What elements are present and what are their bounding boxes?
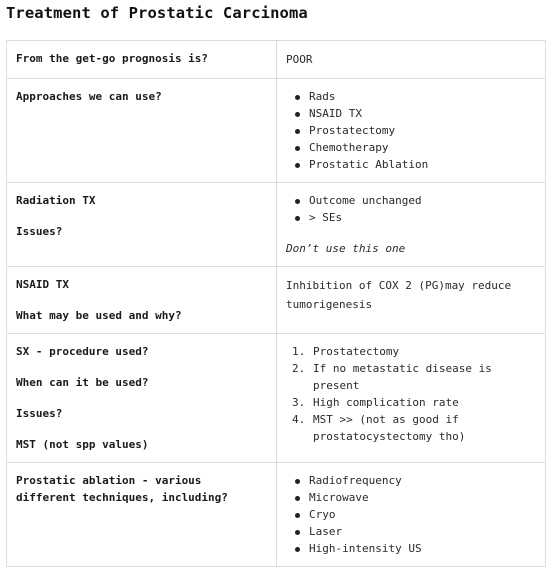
- list-number: 4.: [292, 413, 306, 426]
- answer-text: Inhibition of COX 2 (PG)may reduce tumorigenesis: [286, 279, 512, 311]
- question-text: When can it be used?: [16, 376, 149, 389]
- answer-cell: [277, 183, 546, 267]
- question-text: SX - procedure used?: [16, 345, 149, 358]
- list-item: Cryo: [286, 506, 536, 523]
- list-item: [286, 360, 536, 394]
- list-item-text: Prostatectomy: [313, 345, 400, 358]
- question-cell: [7, 334, 277, 463]
- question-text: Issues?: [16, 225, 63, 238]
- question-text: Approaches we can use?: [16, 90, 162, 103]
- question-text: NSAID TX: [16, 278, 69, 291]
- answer-cell: [277, 79, 546, 183]
- question-text: From the get-go prognosis is?: [16, 52, 209, 65]
- list-item: Chemotherapy: [286, 139, 536, 156]
- table-row: [7, 463, 546, 567]
- list-item: [286, 394, 536, 411]
- answer-cell: [277, 334, 546, 463]
- table-row: [7, 183, 546, 267]
- list-item: NSAID TX: [286, 105, 536, 122]
- question-cell: [7, 41, 277, 79]
- bullet-list: [286, 192, 536, 226]
- list-item-text: High complication rate: [313, 396, 459, 409]
- question-cell: [7, 463, 277, 567]
- list-item: Outcome unchanged: [286, 192, 536, 209]
- list-item: [286, 411, 536, 445]
- answer-note: Don’t use this one: [286, 242, 406, 255]
- page-title: Treatment of Prostatic Carcinoma: [6, 4, 308, 22]
- question-text: Radiation TX: [16, 194, 96, 207]
- list-item: Prostatic Ablation: [286, 156, 536, 173]
- list-item: [286, 343, 536, 360]
- list-item: High-intensity US: [286, 540, 536, 557]
- list-item: Rads: [286, 88, 536, 105]
- answer-cell: [277, 41, 546, 79]
- question-text: MST (not spp values): [16, 438, 149, 451]
- question-cell: [7, 267, 277, 334]
- bullet-list: [286, 88, 536, 173]
- answer-cell: [277, 267, 546, 334]
- table-row: [7, 267, 546, 334]
- list-item-text: MST >> (not as good if prostatocystectomy tho): [313, 413, 466, 443]
- numbered-list: [286, 343, 536, 445]
- list-number: 2.: [292, 362, 306, 375]
- list-item: Radiofrequency: [286, 472, 536, 489]
- table-row: [7, 79, 546, 183]
- question-text: Issues?: [16, 407, 63, 420]
- list-item: Laser: [286, 523, 536, 540]
- list-item: Prostatectomy: [286, 122, 536, 139]
- list-number: 3.: [292, 396, 306, 409]
- question-cell: [7, 79, 277, 183]
- answer-text: POOR: [286, 53, 313, 66]
- list-number: 1.: [292, 345, 306, 358]
- answer-cell: [277, 463, 546, 567]
- list-item: Microwave: [286, 489, 536, 506]
- question-cell: [7, 183, 277, 267]
- table-row: [7, 334, 546, 463]
- notes-table: [6, 40, 546, 567]
- table-row: [7, 41, 546, 79]
- bullet-list: [286, 472, 536, 557]
- list-item-text: If no metastatic disease is present: [313, 362, 492, 392]
- question-text: What may be used and why?: [16, 309, 182, 322]
- list-item: > SEs: [286, 209, 536, 226]
- question-text: Prostatic ablation - various different techniques, including?: [16, 474, 228, 504]
